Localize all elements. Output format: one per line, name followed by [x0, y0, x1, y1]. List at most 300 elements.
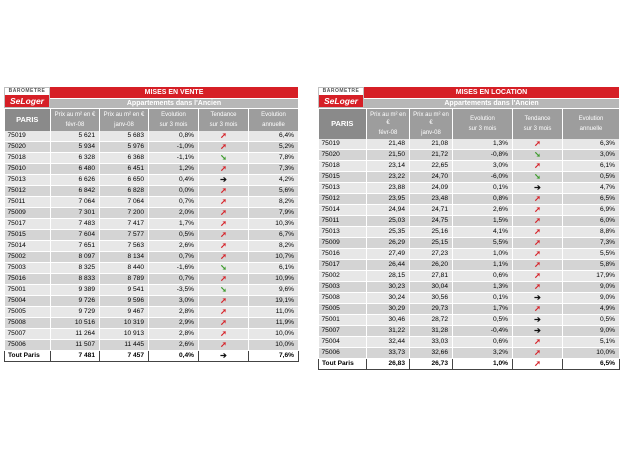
cell-price-feb: 23,95	[367, 194, 410, 205]
table-row	[319, 293, 620, 304]
col-header-trend	[513, 109, 563, 139]
trend-up-arrow-icon: ➚	[220, 131, 227, 140]
cell-evolution-3m: 1,7%	[149, 219, 199, 230]
cell-trend	[199, 131, 249, 142]
cell-trend	[199, 153, 249, 164]
table-row	[5, 318, 299, 329]
cell-price-jan: 30,04	[410, 282, 453, 293]
trend-down-arrow-icon: ➘	[220, 263, 227, 272]
cell-price-feb: 32,44	[367, 337, 410, 348]
cell-evolution-annual: 7,3%	[563, 238, 620, 249]
cell-price-jan: 10 319	[100, 318, 149, 329]
table-row	[5, 219, 299, 230]
cell-evolution-annual: 6,4%	[249, 131, 299, 142]
cell-evolution-annual: 5,6%	[249, 186, 299, 197]
cell-price-feb: 7 481	[51, 351, 100, 362]
col-header-evolution-label: Evolution	[470, 116, 495, 122]
cell-arrondissement: 75013	[5, 175, 51, 186]
cell-price-feb: 7 604	[51, 230, 100, 241]
cell-arrondissement: 75003	[5, 263, 51, 274]
cell-price-feb: 6 328	[51, 153, 100, 164]
cell-evolution-3m: 0,8%	[453, 194, 513, 205]
cell-evolution-3m: 1,3%	[453, 282, 513, 293]
cell-evolution-3m: -1,1%	[149, 153, 199, 164]
cell-trend	[513, 172, 563, 183]
col-header-price-feb	[51, 109, 100, 131]
cell-price-jan: 8 789	[100, 274, 149, 285]
table-row	[5, 252, 299, 263]
cell-price-jan: 26,20	[410, 260, 453, 271]
cell-arrondissement: 75014	[319, 205, 367, 216]
cell-evolution-annual: 8,8%	[563, 227, 620, 238]
cell-price-jan: 24,09	[410, 183, 453, 194]
trend-up-arrow-icon: ➚	[220, 241, 227, 250]
cell-price-jan: 26,73	[410, 359, 453, 370]
table-row	[319, 348, 620, 359]
cell-price-jan: 6 368	[100, 153, 149, 164]
trend-flat-arrow-icon: ➔	[534, 315, 541, 324]
cell-evolution-annual: 11,0%	[249, 307, 299, 318]
cell-price-jan: 21,72	[410, 150, 453, 161]
trend-up-arrow-icon: ➚	[534, 282, 541, 291]
cell-price-feb: 23,22	[367, 172, 410, 183]
table-row	[319, 282, 620, 293]
cell-trend	[513, 326, 563, 337]
cell-evolution-3m: 3,0%	[149, 296, 199, 307]
col-header-price-jan-date: janv-08	[114, 122, 134, 128]
cell-arrondissement: 75007	[319, 326, 367, 337]
cell-price-jan: 6 650	[100, 175, 149, 186]
trend-up-arrow-icon: ➚	[220, 186, 227, 195]
cell-evolution-3m: 2,6%	[149, 241, 199, 252]
cell-arrondissement: 75008	[5, 318, 51, 329]
col-header-trend-label: Tendance	[524, 116, 551, 122]
table-row	[319, 161, 620, 172]
seloger-logo	[318, 87, 364, 108]
trend-up-arrow-icon: ➚	[220, 219, 227, 228]
col-header-price-jan-date: janv-08	[421, 130, 441, 136]
cell-trend	[513, 249, 563, 260]
table-row	[319, 304, 620, 315]
trend-flat-arrow-icon: ➔	[220, 351, 227, 360]
col-header-city: PARIS	[5, 109, 51, 131]
cell-arrondissement: 75007	[5, 329, 51, 340]
col-header-price-feb-label: Prix au m² en €	[54, 112, 96, 118]
trend-down-arrow-icon: ➘	[534, 172, 541, 181]
cell-evolution-3m: 0,4%	[149, 175, 199, 186]
table-row	[5, 186, 299, 197]
cell-trend	[513, 359, 563, 370]
table-row	[5, 296, 299, 307]
cell-evolution-3m: 3,2%	[453, 348, 513, 359]
col-header-evolution-label: Evolution	[161, 112, 186, 118]
cell-trend	[199, 252, 249, 263]
cell-trend	[513, 348, 563, 359]
cell-price-feb: 7 301	[51, 208, 100, 219]
cell-evolution-annual: 6,5%	[563, 359, 620, 370]
cell-arrondissement: 75019	[319, 139, 367, 150]
cell-evolution-3m: 0,6%	[453, 271, 513, 282]
cell-arrondissement: 75017	[5, 219, 51, 230]
cell-price-feb: 6 626	[51, 175, 100, 186]
cell-price-jan: 21,08	[410, 139, 453, 150]
cell-arrondissement: 75006	[5, 340, 51, 351]
seloger-logo	[4, 87, 50, 108]
cell-trend	[199, 274, 249, 285]
cell-arrondissement: 75013	[319, 227, 367, 238]
cell-trend	[199, 307, 249, 318]
total-row	[5, 351, 299, 362]
cell-arrondissement: 75017	[319, 260, 367, 271]
cell-trend	[199, 329, 249, 340]
cell-arrondissement: 75002	[319, 271, 367, 282]
cell-trend	[199, 285, 249, 296]
cell-price-jan: 31,28	[410, 326, 453, 337]
trend-up-arrow-icon: ➚	[534, 260, 541, 269]
cell-evolution-3m: 0,5%	[149, 230, 199, 241]
cell-price-feb: 23,14	[367, 161, 410, 172]
cell-trend	[513, 227, 563, 238]
cell-arrondissement: 75005	[5, 307, 51, 318]
cell-trend	[199, 219, 249, 230]
cell-price-jan: 27,81	[410, 271, 453, 282]
cell-arrondissement: 75015	[319, 172, 367, 183]
cell-evolution-annual: 7,9%	[249, 208, 299, 219]
cell-evolution-3m: 0,5%	[453, 315, 513, 326]
trend-up-arrow-icon: ➚	[534, 238, 541, 247]
cell-arrondissement: 75002	[5, 252, 51, 263]
cell-evolution-3m: 3,0%	[453, 161, 513, 172]
cell-arrondissement: 75018	[319, 161, 367, 172]
cell-evolution-annual: 6,5%	[563, 194, 620, 205]
table-row	[319, 315, 620, 326]
col-header-price-jan	[100, 109, 149, 131]
cell-trend	[513, 183, 563, 194]
trend-up-arrow-icon: ➚	[220, 142, 227, 151]
cell-price-feb: 8 097	[51, 252, 100, 263]
col-header-annual-period: annuelle	[579, 126, 603, 132]
cell-price-jan: 6 828	[100, 186, 149, 197]
col-header-price-feb-date: févr-08	[65, 122, 85, 128]
cell-price-feb: 5 934	[51, 142, 100, 153]
table-row	[5, 175, 299, 186]
cell-price-jan: 23,48	[410, 194, 453, 205]
cell-evolution-annual: 6,3%	[563, 139, 620, 150]
cell-evolution-3m: 2,8%	[149, 307, 199, 318]
col-header-trend-label: Tendance	[210, 112, 237, 118]
cell-trend	[513, 161, 563, 172]
cell-trend	[513, 150, 563, 161]
cell-price-feb: 7 651	[51, 241, 100, 252]
cell-price-feb: 9 389	[51, 285, 100, 296]
cell-trend	[513, 282, 563, 293]
cell-arrondissement: Tout Paris	[5, 351, 51, 362]
cell-evolution-3m: -0,8%	[453, 150, 513, 161]
cell-price-feb: 6 842	[51, 186, 100, 197]
cell-evolution-3m: 2,9%	[149, 318, 199, 329]
cell-evolution-annual: 8,2%	[249, 197, 299, 208]
table-row	[319, 238, 620, 249]
cell-trend	[199, 164, 249, 175]
rent-header-row	[319, 109, 620, 139]
logo-barometre-text: BAROMETRE	[322, 88, 360, 94]
trend-up-arrow-icon: ➚	[534, 161, 541, 170]
cell-trend	[199, 208, 249, 219]
cell-evolution-annual: 9,0%	[563, 293, 620, 304]
cell-evolution-annual: 6,1%	[249, 263, 299, 274]
cell-arrondissement: 75013	[319, 183, 367, 194]
trend-up-arrow-icon: ➚	[534, 348, 541, 357]
logo-brand-text: SeLoger	[5, 95, 49, 107]
rent-table	[318, 109, 620, 370]
cell-price-feb: 21,48	[367, 139, 410, 150]
cell-arrondissement: 75020	[5, 142, 51, 153]
cell-price-jan: 10 913	[100, 329, 149, 340]
cell-price-feb: 30,23	[367, 282, 410, 293]
cell-price-jan: 9 467	[100, 307, 149, 318]
cell-evolution-3m: 0,4%	[149, 351, 199, 362]
cell-arrondissement: 75011	[319, 216, 367, 227]
trend-up-arrow-icon: ➚	[220, 252, 227, 261]
table-row	[319, 227, 620, 238]
trend-up-arrow-icon: ➚	[220, 197, 227, 206]
sale-subtitle: Appartements dans l'Ancien	[50, 98, 298, 108]
col-header-price-jan	[410, 109, 453, 139]
sale-header-row	[5, 109, 299, 131]
cell-price-jan: 29,73	[410, 304, 453, 315]
table-row	[5, 164, 299, 175]
table-row	[319, 271, 620, 282]
cell-arrondissement: 75012	[319, 194, 367, 205]
trend-up-arrow-icon: ➚	[534, 216, 541, 225]
table-row	[5, 263, 299, 274]
cell-evolution-3m: 2,6%	[453, 205, 513, 216]
cell-evolution-3m: 0,1%	[453, 183, 513, 194]
cell-arrondissement: 75015	[5, 230, 51, 241]
table-row	[5, 142, 299, 153]
trend-up-arrow-icon: ➚	[534, 249, 541, 258]
table-row	[5, 208, 299, 219]
col-header-trend	[199, 109, 249, 131]
trend-up-arrow-icon: ➚	[534, 194, 541, 203]
cell-arrondissement: 75016	[5, 274, 51, 285]
trend-flat-arrow-icon: ➔	[534, 326, 541, 335]
cell-arrondissement: 75020	[319, 150, 367, 161]
cell-arrondissement: 75018	[5, 153, 51, 164]
cell-price-feb: 6 480	[51, 164, 100, 175]
trend-up-arrow-icon: ➚	[220, 208, 227, 217]
cell-price-feb: 26,29	[367, 238, 410, 249]
cell-evolution-3m: 4,1%	[453, 227, 513, 238]
col-header-price-feb-label: Prix au m² en €	[370, 112, 406, 126]
cell-price-jan: 7 563	[100, 241, 149, 252]
cell-evolution-3m: 1,3%	[453, 139, 513, 150]
table-row	[319, 150, 620, 161]
col-header-price-jan-label: Prix au m² en €	[413, 112, 449, 126]
trend-flat-arrow-icon: ➔	[534, 183, 541, 192]
col-header-annual-period: annuelle	[262, 122, 285, 128]
cell-price-feb: 7 483	[51, 219, 100, 230]
cell-trend	[199, 340, 249, 351]
trend-up-arrow-icon: ➚	[220, 318, 227, 327]
cell-evolution-3m: 0,1%	[453, 293, 513, 304]
cell-evolution-annual: 0,5%	[563, 172, 620, 183]
trend-up-arrow-icon: ➚	[220, 307, 227, 316]
trend-up-arrow-icon: ➚	[220, 274, 227, 283]
table-row	[5, 274, 299, 285]
cell-trend	[513, 139, 563, 150]
col-header-annual	[249, 109, 299, 131]
table-row	[319, 326, 620, 337]
trend-up-arrow-icon: ➚	[534, 304, 541, 313]
table-row	[5, 153, 299, 164]
cell-trend	[513, 271, 563, 282]
cell-trend	[199, 230, 249, 241]
cell-evolution-annual: 6,7%	[249, 230, 299, 241]
table-row	[319, 205, 620, 216]
col-header-price-jan-label: Prix au m² en €	[103, 112, 145, 118]
cell-evolution-3m: -0,4%	[453, 326, 513, 337]
cell-price-feb: 26,83	[367, 359, 410, 370]
cell-arrondissement: 75008	[319, 293, 367, 304]
trend-down-arrow-icon: ➘	[220, 153, 227, 162]
cell-trend	[513, 238, 563, 249]
cell-trend	[513, 337, 563, 348]
cell-arrondissement: Tout Paris	[319, 359, 367, 370]
cell-evolution-annual: 8,2%	[249, 241, 299, 252]
cell-evolution-annual: 9,6%	[249, 285, 299, 296]
cell-evolution-3m: 0,7%	[149, 197, 199, 208]
cell-evolution-3m: 0,6%	[453, 337, 513, 348]
col-header-price-feb-date: févr-08	[378, 130, 398, 136]
cell-price-feb: 30,24	[367, 293, 410, 304]
cell-price-jan: 5 683	[100, 131, 149, 142]
cell-evolution-3m: 0,8%	[149, 131, 199, 142]
cell-price-jan: 32,66	[410, 348, 453, 359]
cell-evolution-annual: 10,3%	[249, 219, 299, 230]
trend-up-arrow-icon: ➚	[220, 230, 227, 239]
cell-price-jan: 11 445	[100, 340, 149, 351]
cell-price-feb: 8 325	[51, 263, 100, 274]
cell-trend	[513, 216, 563, 227]
cell-price-jan: 9 596	[100, 296, 149, 307]
cell-trend	[513, 315, 563, 326]
cell-price-feb: 7 064	[51, 197, 100, 208]
trend-up-arrow-icon: ➚	[534, 205, 541, 214]
table-row	[319, 337, 620, 348]
table-row	[5, 131, 299, 142]
cell-arrondissement: 75004	[319, 337, 367, 348]
cell-price-jan: 6 451	[100, 164, 149, 175]
cell-evolution-annual: 5,2%	[249, 142, 299, 153]
cell-price-jan: 24,71	[410, 205, 453, 216]
cell-arrondissement: 75001	[319, 315, 367, 326]
total-row	[319, 359, 620, 370]
cell-evolution-annual: 7,3%	[249, 164, 299, 175]
cell-arrondissement: 75009	[5, 208, 51, 219]
cell-price-feb: 11 264	[51, 329, 100, 340]
cell-evolution-annual: 0,5%	[563, 315, 620, 326]
cell-price-jan: 9 541	[100, 285, 149, 296]
cell-price-jan: 8 134	[100, 252, 149, 263]
cell-evolution-3m: 0,7%	[149, 274, 199, 285]
cell-evolution-annual: 10,0%	[249, 340, 299, 351]
logo-brand-text: SeLoger	[319, 95, 363, 107]
col-header-annual-label: Evolution	[261, 112, 286, 118]
table-row	[319, 216, 620, 227]
cell-price-jan: 25,15	[410, 238, 453, 249]
col-header-annual	[563, 109, 620, 139]
cell-trend	[199, 318, 249, 329]
cell-evolution-annual: 7,8%	[249, 153, 299, 164]
table-row	[319, 194, 620, 205]
trend-up-arrow-icon: ➚	[220, 164, 227, 173]
col-header-trend-period: sur 3 mois	[523, 126, 552, 132]
col-header-trend-period: sur 3 mois	[209, 122, 238, 128]
trend-up-arrow-icon: ➚	[220, 329, 227, 338]
cell-evolution-annual: 10,7%	[249, 252, 299, 263]
cell-price-jan: 7 417	[100, 219, 149, 230]
trend-flat-arrow-icon: ➔	[534, 293, 541, 302]
cell-evolution-annual: 11,9%	[249, 318, 299, 329]
cell-arrondissement: 75009	[319, 238, 367, 249]
cell-price-feb: 28,15	[367, 271, 410, 282]
cell-trend	[199, 241, 249, 252]
col-header-evolution-period: sur 3 mois	[468, 126, 497, 132]
cell-trend	[199, 197, 249, 208]
cell-evolution-annual: 4,9%	[563, 304, 620, 315]
cell-evolution-annual: 6,9%	[563, 205, 620, 216]
cell-evolution-3m: 2,8%	[149, 329, 199, 340]
cell-trend	[199, 186, 249, 197]
cell-evolution-annual: 4,7%	[563, 183, 620, 194]
cell-price-jan: 25,16	[410, 227, 453, 238]
cell-evolution-3m: 0,7%	[149, 252, 199, 263]
logo-barometre-text: BAROMETRE	[8, 88, 46, 94]
cell-arrondissement: 75001	[5, 285, 51, 296]
trend-up-arrow-icon: ➚	[534, 337, 541, 346]
trend-down-arrow-icon: ➘	[220, 285, 227, 294]
cell-trend	[199, 351, 249, 362]
cell-evolution-annual: 19,1%	[249, 296, 299, 307]
cell-price-feb: 30,29	[367, 304, 410, 315]
cell-trend	[513, 205, 563, 216]
cell-arrondissement: 75004	[5, 296, 51, 307]
cell-evolution-annual: 5,5%	[563, 249, 620, 260]
cell-price-jan: 5 976	[100, 142, 149, 153]
cell-evolution-3m: 1,5%	[453, 216, 513, 227]
cell-evolution-3m: 5,5%	[453, 238, 513, 249]
trend-flat-arrow-icon: ➔	[220, 175, 227, 184]
rent-banner: MISES EN LOCATION	[364, 87, 619, 98]
cell-arrondissement: 75016	[319, 249, 367, 260]
cell-trend	[513, 293, 563, 304]
cell-price-jan: 7 064	[100, 197, 149, 208]
cell-price-feb: 9 729	[51, 307, 100, 318]
table-row	[5, 230, 299, 241]
cell-evolution-3m: -6,0%	[453, 172, 513, 183]
table-row	[5, 340, 299, 351]
cell-arrondissement: 75005	[319, 304, 367, 315]
cell-price-feb: 9 726	[51, 296, 100, 307]
cell-price-feb: 8 833	[51, 274, 100, 285]
cell-price-feb: 5 621	[51, 131, 100, 142]
cell-evolution-annual: 5,8%	[563, 260, 620, 271]
cell-trend	[513, 304, 563, 315]
cell-price-feb: 25,03	[367, 216, 410, 227]
cell-evolution-annual: 6,0%	[563, 216, 620, 227]
cell-price-feb: 25,35	[367, 227, 410, 238]
